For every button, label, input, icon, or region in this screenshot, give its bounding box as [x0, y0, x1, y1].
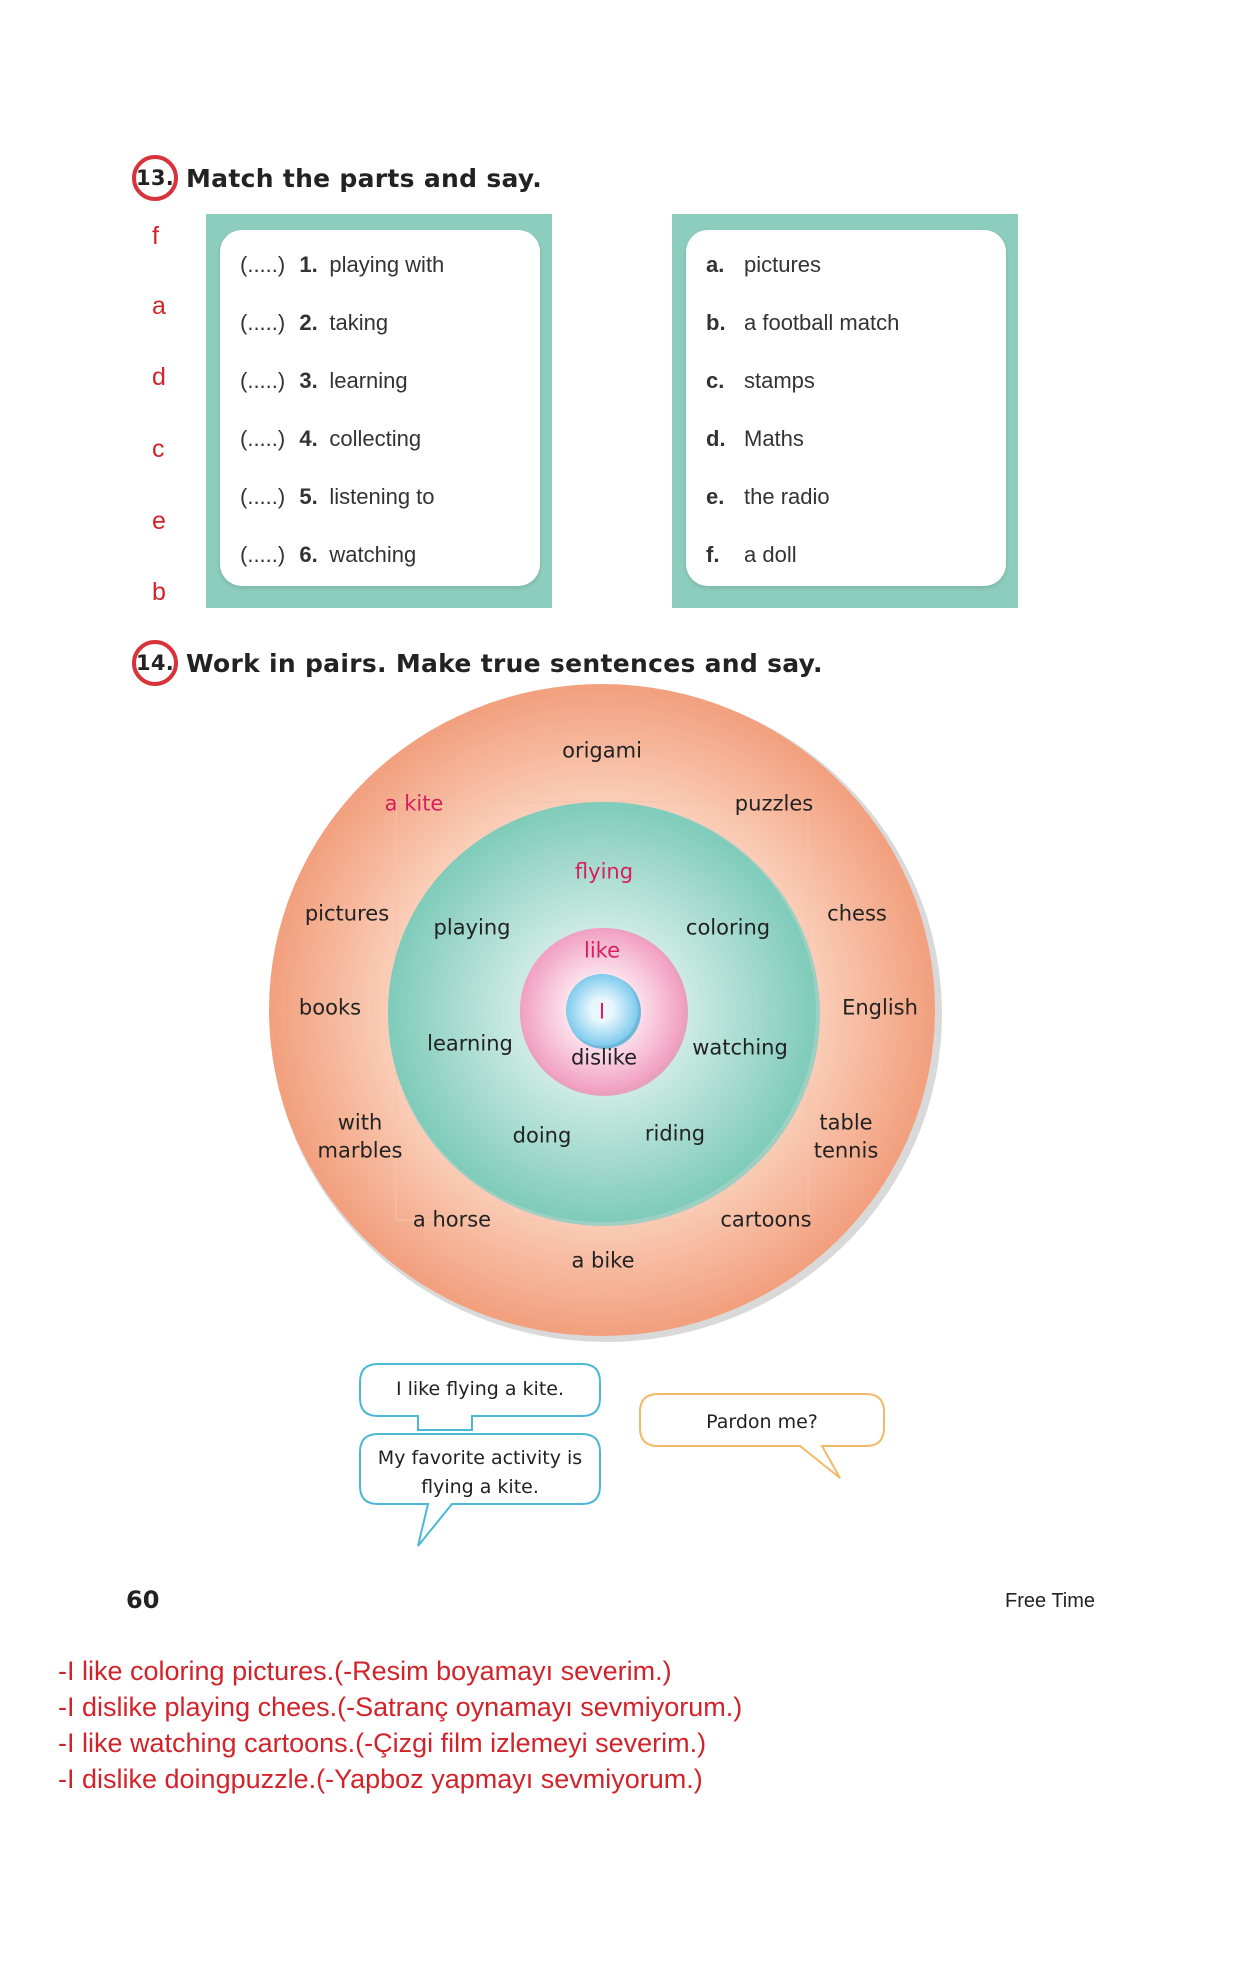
wheel-outer-chess: chess — [827, 901, 887, 926]
right-item-a: a. pictures — [706, 252, 822, 277]
answer-5: e — [152, 507, 166, 535]
wheel-outer-a-horse: a horse — [412, 1207, 492, 1232]
wheel-outer-a-kite: a kite — [384, 791, 444, 816]
wheel-middle-flying: flying — [574, 859, 634, 884]
speech-bubbles — [0, 1350, 1240, 1560]
wheel-middle-watching: watching — [692, 1035, 788, 1060]
exercise-13-number: 13. — [132, 155, 178, 201]
wheel-middle-playing: playing — [433, 915, 511, 940]
right-item-e: e. the radio — [706, 484, 830, 509]
right-item-c: c. stamps — [706, 368, 815, 393]
right-item-f: f. a doll — [706, 542, 797, 567]
left-item-4: (.....) 4. collecting — [240, 426, 422, 451]
wheel-middle-doing: doing — [512, 1123, 572, 1148]
wheel-outer-tennis: tennis — [813, 1138, 879, 1163]
left-item-2: (.....) 2. taking — [240, 310, 389, 335]
exercise-14-title: Work in pairs. Make true sentences and say. — [186, 648, 823, 678]
left-item-3: (.....) 3. learning — [240, 368, 408, 393]
left-item-6: (.....) 6. watching — [240, 542, 417, 567]
answer-4: c — [152, 435, 165, 463]
unit-title: Free Time — [1005, 1590, 1096, 1612]
bubble-2-line-2: flying a kite. — [421, 1476, 539, 1498]
wheel-outer-marbles: marbles — [317, 1138, 403, 1163]
note-line-3: -I like watching cartoons.(-Çizgi film izlemeyi severim.) — [58, 1728, 707, 1758]
wheel-outer-with: with — [337, 1110, 383, 1135]
wheel-inner-like: like — [583, 938, 621, 963]
wheel-middle-riding: riding — [644, 1121, 706, 1146]
wheel-outer-origami: origami — [562, 738, 642, 763]
wheel-outer-cartoons: cartoons — [720, 1207, 812, 1232]
left-item-1: (.....) 1. playing with — [240, 252, 445, 277]
answer-1: f — [152, 222, 159, 250]
wheel-inner-dislike: dislike — [570, 1045, 638, 1070]
wheel-outer-books: books — [298, 995, 362, 1020]
wheel-outer-english: English — [842, 995, 918, 1020]
exercise-14-number: 14. — [132, 640, 178, 686]
wheel-outer-table: table — [819, 1110, 873, 1135]
wheel-middle-coloring: coloring — [685, 915, 771, 940]
note-line-2: -I dislike playing chees.(-Satranç oynamayı sevmiyorum.) — [58, 1692, 743, 1722]
wheel-middle-learning: learning — [427, 1031, 513, 1056]
wheel-outer-a-bike: a bike — [571, 1248, 635, 1273]
wheel-outer-puzzles: puzzles — [734, 791, 814, 816]
wheel-outer-pictures: pictures — [304, 901, 390, 926]
answer-3: d — [152, 363, 166, 391]
right-item-d: d. Maths — [706, 426, 804, 451]
answer-2: a — [152, 292, 166, 320]
left-item-5: (.....) 5. listening to — [240, 484, 435, 509]
note-line-1: -I like coloring pictures.(-Resim boyamayı severim.) — [58, 1656, 672, 1686]
exercise-13-title: Match the parts and say. — [186, 163, 543, 193]
bubble-1-text: I like flying a kite. — [395, 1378, 565, 1400]
bubble-3-text: Pardon me? — [706, 1411, 818, 1433]
wheel-center-I: I — [598, 999, 606, 1024]
page-number: 60 — [126, 1586, 160, 1614]
bubble-2-line-1: My favorite activity is — [377, 1447, 583, 1469]
right-item-b: b. a football match — [706, 310, 900, 335]
answer-6: b — [152, 578, 166, 606]
note-line-4: -I dislike doingpuzzle.(-Yapboz yapmayı sevmiyorum.) — [58, 1764, 703, 1794]
